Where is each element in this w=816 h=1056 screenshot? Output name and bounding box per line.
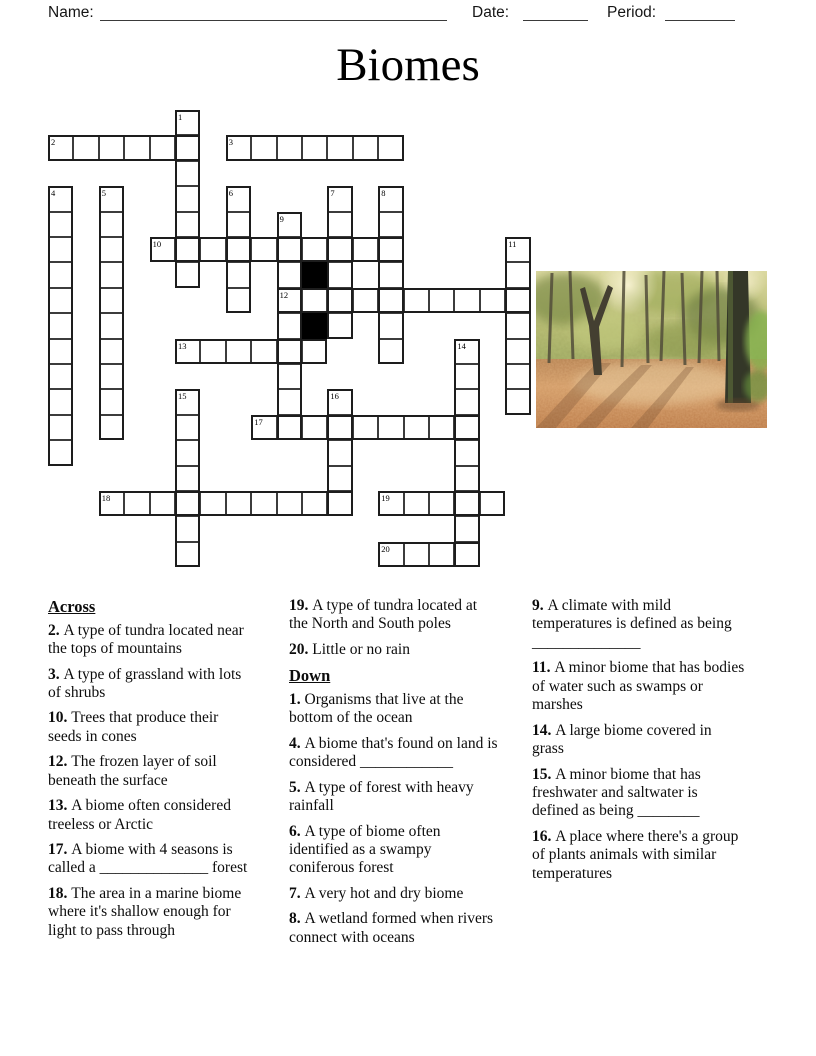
clue-text: A very hot and dry biome bbox=[304, 884, 464, 902]
cell-number-10: 10 bbox=[152, 239, 162, 249]
cell-number-1: 1 bbox=[178, 112, 183, 122]
clue-8 bbox=[289, 910, 499, 947]
grid-cell bbox=[353, 135, 378, 160]
grid-cell bbox=[175, 542, 200, 567]
clue-number: 15. bbox=[532, 765, 556, 783]
grid-cell bbox=[454, 542, 479, 567]
grid-cell bbox=[175, 415, 200, 440]
grid-cell bbox=[454, 415, 479, 440]
clue-number: 4. bbox=[289, 734, 305, 752]
clue-text: A type of grassland with lots of shrubs bbox=[48, 665, 242, 701]
grid-cell bbox=[327, 288, 352, 313]
clue-number: 3. bbox=[48, 665, 64, 683]
clue-3 bbox=[48, 666, 254, 703]
grid-cell bbox=[454, 491, 479, 516]
clue-number: 5. bbox=[289, 778, 305, 796]
clues-column-2 bbox=[289, 597, 499, 954]
grid-cell bbox=[302, 491, 327, 516]
grid-cell bbox=[353, 237, 378, 262]
cell-number-15: 15 bbox=[178, 391, 187, 402]
grid-cell bbox=[175, 135, 200, 160]
grid-cell bbox=[378, 339, 403, 364]
grid-cell bbox=[175, 516, 200, 541]
grid-cell bbox=[251, 237, 276, 262]
grid-cell bbox=[48, 364, 73, 389]
grid-cell-black bbox=[302, 313, 327, 338]
grid-cell bbox=[378, 135, 403, 160]
cell-number-6: 6 bbox=[228, 188, 234, 199]
clues-heading-down: Down bbox=[289, 666, 331, 686]
clue-text: A biome with 4 seasons is called a ______________ forest bbox=[48, 841, 248, 877]
grid-cell bbox=[48, 339, 73, 364]
grid-cell bbox=[251, 491, 276, 516]
clue-10 bbox=[48, 709, 254, 746]
grid-cell bbox=[175, 186, 200, 211]
grid-cell bbox=[226, 237, 251, 262]
grid-cell bbox=[175, 262, 200, 287]
grid-cell bbox=[175, 237, 200, 262]
grid-cell bbox=[200, 491, 225, 516]
grid-cell bbox=[327, 491, 352, 516]
grid-cell bbox=[48, 415, 73, 440]
grid-cell bbox=[99, 415, 124, 440]
grid-cell bbox=[277, 135, 302, 160]
clue-18 bbox=[48, 885, 254, 940]
grid-cell bbox=[277, 491, 302, 516]
grid-cell bbox=[124, 135, 149, 160]
grid-cell bbox=[480, 491, 505, 516]
clue-text: A biome that's found on land is considered ____________ bbox=[289, 734, 498, 771]
grid-cell bbox=[150, 135, 175, 160]
grid-cell bbox=[429, 415, 454, 440]
grid-cell bbox=[226, 339, 251, 364]
grid-cell bbox=[99, 288, 124, 313]
grid-cell bbox=[277, 389, 302, 414]
clue-11 bbox=[532, 659, 745, 714]
grid-cell bbox=[429, 542, 454, 567]
clues-column-3 bbox=[532, 597, 745, 890]
grid-cell bbox=[454, 440, 479, 465]
grid-cell bbox=[378, 313, 403, 338]
cell-number-16: 16 bbox=[330, 391, 339, 402]
grid-cell bbox=[48, 440, 73, 465]
clue-number: 7. bbox=[289, 884, 305, 902]
clue-number: 9. bbox=[532, 597, 548, 614]
grid-cell bbox=[505, 288, 530, 313]
grid-cell bbox=[505, 339, 530, 364]
grid-cell bbox=[302, 135, 327, 160]
name-label: Name: bbox=[48, 4, 94, 21]
grid-cell bbox=[353, 415, 378, 440]
cell-number-3: 3 bbox=[228, 137, 234, 148]
cell-number-7: 7 bbox=[330, 188, 335, 199]
clue-number: 20. bbox=[289, 640, 313, 658]
grid-cell bbox=[302, 415, 327, 440]
grid-cell bbox=[200, 339, 225, 364]
grid-cell bbox=[48, 313, 73, 338]
grid-cell bbox=[99, 313, 124, 338]
grid-cell bbox=[429, 491, 454, 516]
clue-text: A minor biome that has freshwater and saltwater is defined as being ________ bbox=[532, 765, 701, 820]
clue-20 bbox=[289, 641, 499, 659]
grid-cell bbox=[454, 516, 479, 541]
clue-text: A minor biome that has bodies of water such as swamps or marshes bbox=[532, 659, 745, 714]
clue-5 bbox=[289, 779, 499, 816]
clue-number: 10. bbox=[48, 709, 72, 727]
clue-number: 6. bbox=[289, 822, 305, 840]
clue-2 bbox=[48, 622, 254, 659]
clue-number: 14. bbox=[532, 721, 556, 739]
clue-text: A climate with mild temperatures is defined as being ______________ bbox=[532, 597, 732, 651]
page-title: Biomes bbox=[336, 39, 480, 91]
grid-cell bbox=[327, 212, 352, 237]
grid-cell bbox=[175, 212, 200, 237]
clue-9 bbox=[532, 597, 745, 652]
cell-number-5: 5 bbox=[101, 188, 107, 199]
grid-cell bbox=[505, 389, 530, 414]
clue-number: 19. bbox=[289, 597, 313, 614]
grid-cell bbox=[48, 212, 73, 237]
grid-cell bbox=[327, 135, 352, 160]
grid-cell bbox=[378, 415, 403, 440]
grid-cell bbox=[404, 288, 429, 313]
clue-19 bbox=[289, 597, 499, 634]
clues-heading-across: Across bbox=[48, 597, 96, 616]
cell-number-20: 20 bbox=[381, 543, 390, 554]
grid-cell bbox=[327, 313, 352, 338]
grid-cell bbox=[99, 262, 124, 287]
clue-number: 12. bbox=[48, 753, 72, 771]
clue-text: The area in a marine biome where it's shallow enough for light to pass through bbox=[48, 884, 242, 939]
grid-cell bbox=[429, 288, 454, 313]
clue-text: Trees that produce their seeds in cones bbox=[48, 709, 219, 745]
cell-number-11: 11 bbox=[508, 239, 517, 249]
clue-text: Organisms that live at the bottom of the ocean bbox=[289, 690, 464, 727]
clue-6 bbox=[289, 823, 499, 878]
clue-text: A type of biome often identified as a swampy coniferous forest bbox=[289, 822, 441, 877]
clue-14 bbox=[532, 722, 745, 759]
cell-number-4: 4 bbox=[51, 188, 56, 199]
cell-number-14: 14 bbox=[457, 340, 466, 351]
cell-number-13: 13 bbox=[178, 340, 187, 351]
grid-cell bbox=[378, 237, 403, 262]
grid-cell bbox=[175, 491, 200, 516]
grid-cell bbox=[480, 288, 505, 313]
grid-cell bbox=[226, 212, 251, 237]
grid-cell bbox=[404, 415, 429, 440]
grid-cell bbox=[454, 466, 479, 491]
grid-cell bbox=[327, 440, 352, 465]
cell-number-8: 8 bbox=[381, 188, 386, 199]
grid-cell bbox=[175, 440, 200, 465]
clue-12 bbox=[48, 753, 254, 790]
clues-column-1 bbox=[48, 597, 254, 947]
grid-cell bbox=[454, 389, 479, 414]
grid-cell bbox=[73, 135, 98, 160]
grid-cell bbox=[99, 389, 124, 414]
grid-cell bbox=[277, 364, 302, 389]
grid-cell bbox=[251, 135, 276, 160]
clue-number: 17. bbox=[48, 841, 72, 858]
grid-cell bbox=[99, 135, 124, 160]
grid-cell bbox=[175, 161, 200, 186]
grid-cell bbox=[505, 262, 530, 287]
cell-number-12: 12 bbox=[279, 289, 289, 300]
grid-cell bbox=[48, 288, 73, 313]
date-label: Date: bbox=[472, 4, 510, 21]
clue-15 bbox=[532, 766, 745, 821]
cell-number-19: 19 bbox=[381, 493, 390, 503]
grid-cell bbox=[124, 491, 149, 516]
clue-4 bbox=[289, 735, 499, 772]
grid-cell bbox=[99, 212, 124, 237]
grid-cell bbox=[378, 288, 403, 313]
clue-text: A large biome covered in grass bbox=[532, 721, 712, 758]
grid-cell bbox=[99, 364, 124, 389]
grid-cell bbox=[226, 491, 251, 516]
clue-text: A type of tundra located near the tops of mountains bbox=[48, 621, 244, 658]
grid-cell bbox=[200, 237, 225, 262]
clue-1 bbox=[289, 691, 499, 728]
grid-cell bbox=[277, 237, 302, 262]
cell-number-18: 18 bbox=[101, 493, 111, 503]
clue-text: A place where there's a group of plants animals with similar temperatures bbox=[532, 827, 739, 882]
cell-number-17: 17 bbox=[254, 416, 263, 427]
clue-number: 13. bbox=[48, 797, 72, 815]
grid-cell bbox=[404, 491, 429, 516]
forest-photo-illustration bbox=[536, 271, 767, 428]
grid-cell bbox=[251, 339, 276, 364]
grid-cell bbox=[150, 491, 175, 516]
grid-cell bbox=[327, 237, 352, 262]
clue-number: 8. bbox=[289, 910, 305, 928]
grid-cell bbox=[327, 415, 352, 440]
grid-cell bbox=[277, 313, 302, 338]
grid-cell bbox=[454, 364, 479, 389]
grid-cell bbox=[99, 339, 124, 364]
grid-cell bbox=[302, 237, 327, 262]
grid-cell bbox=[48, 262, 73, 287]
clue-text: The frozen layer of soil beneath the surface bbox=[48, 753, 217, 789]
clue-7 bbox=[289, 885, 499, 903]
clue-text: A type of tundra located at the North and South poles bbox=[289, 597, 478, 633]
grid-cell bbox=[505, 313, 530, 338]
clue-text: Little or no rain bbox=[312, 640, 410, 658]
clue-number: 1. bbox=[289, 690, 305, 708]
cell-number-9: 9 bbox=[279, 213, 284, 224]
clue-text: A wetland formed when rivers connect with oceans bbox=[289, 910, 494, 946]
clue-text: A biome often considered treeless or Arctic bbox=[48, 797, 231, 833]
grid-cell bbox=[378, 212, 403, 237]
grid-cell bbox=[99, 237, 124, 262]
grid-cell bbox=[175, 466, 200, 491]
grid-cell bbox=[277, 339, 302, 364]
grid-cell bbox=[327, 466, 352, 491]
clue-text: A type of forest with heavy rainfall bbox=[289, 778, 474, 815]
cell-number-2: 2 bbox=[51, 137, 56, 148]
clue-number: 18. bbox=[48, 884, 72, 902]
grid-cell-black bbox=[302, 262, 327, 287]
clue-13 bbox=[48, 797, 254, 834]
grid-cell bbox=[226, 288, 251, 313]
clue-16 bbox=[532, 828, 745, 883]
clue-number: 2. bbox=[48, 621, 64, 639]
grid-cell bbox=[505, 364, 530, 389]
clue-17 bbox=[48, 841, 254, 878]
grid-cell bbox=[353, 288, 378, 313]
grid-cell bbox=[404, 542, 429, 567]
clue-number: 11. bbox=[532, 659, 555, 677]
grid-cell bbox=[454, 288, 479, 313]
grid-cell bbox=[48, 389, 73, 414]
grid-cell bbox=[48, 237, 73, 262]
grid-cell bbox=[302, 339, 327, 364]
grid-cell bbox=[277, 262, 302, 287]
grid-cell bbox=[226, 262, 251, 287]
grid-cell bbox=[378, 262, 403, 287]
clue-number: 16. bbox=[532, 827, 556, 845]
forest-photo bbox=[536, 271, 767, 428]
grid-cell bbox=[302, 288, 327, 313]
grid-cell bbox=[327, 262, 352, 287]
period-label: Period: bbox=[607, 4, 657, 21]
grid-cell bbox=[277, 415, 302, 440]
